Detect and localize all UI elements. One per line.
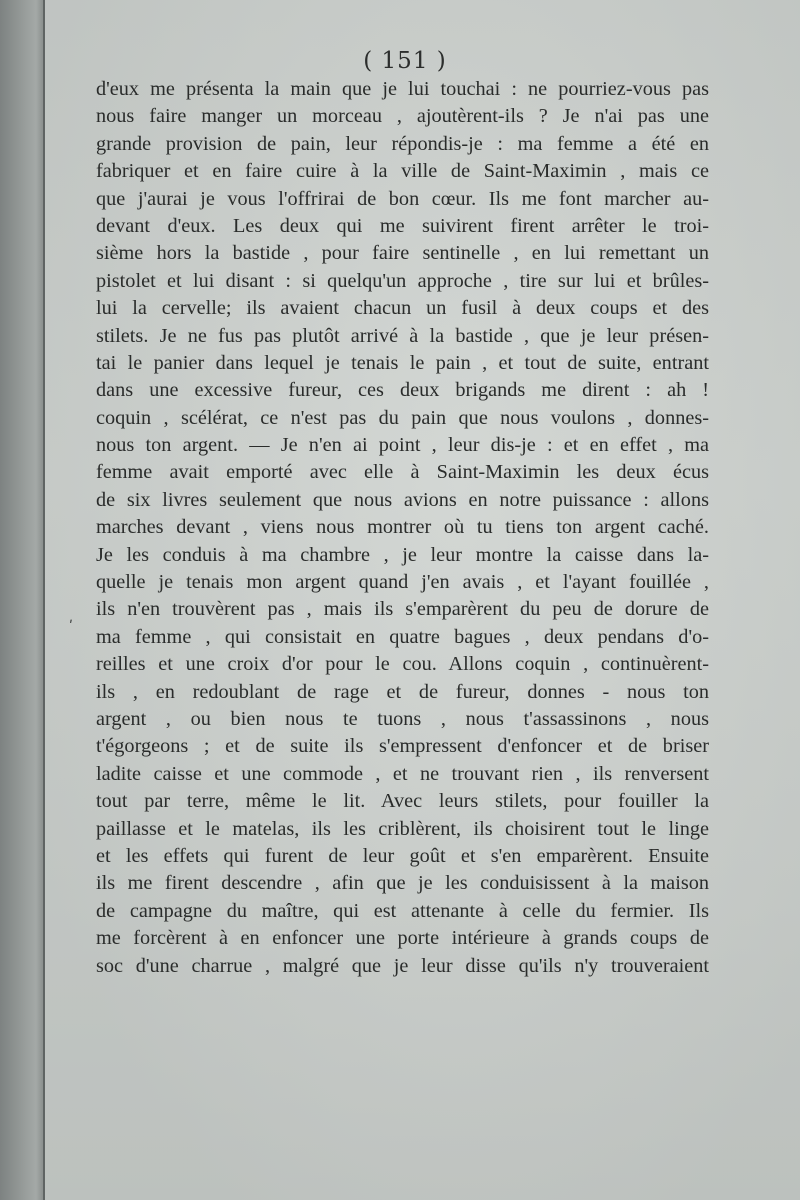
text-line-2: nous faire manger un morceau , ajoutèrent-ils ? Je n'ai pas une	[96, 105, 709, 128]
text-line-18: Je les conduis à ma chambre , je leur montre la caisse dans la-	[96, 543, 709, 566]
text-line-6: devant d'eux. Les deux qui me suivirent firent arrêter le troi-	[96, 214, 709, 237]
text-line-21: ma femme , qui consistait en quatre bagues , deux pendans d'o-	[96, 625, 709, 648]
text-line-33: soc d'une charrue , malgré que je leur disse qu'ils n'y trouveraient	[96, 954, 709, 977]
text-line-30: ils me firent descendre , afin que je les conduisissent à la maison	[96, 872, 709, 895]
text-line-10: stilets. Je ne fus pas plutôt arrivé à la bastide , que je leur présen-	[96, 324, 709, 347]
text-line-4: fabriquer et en faire cuire à la ville de Saint-Maximin , mais ce	[96, 160, 709, 183]
text-line-32: me forcèrent à en enfoncer une porte intérieure à grands coups de	[96, 927, 709, 950]
text-line-23: ils , en redoublant de rage et de fureur, donnes - nous ton	[96, 680, 709, 703]
text-line-1: d'eux me présenta la main que je lui touchai : ne pourriez-vous pas	[96, 78, 709, 100]
text-line-5: que j'aurai je vous l'offrirai de bon cœur. Ils me font marcher au-	[96, 187, 709, 210]
text-line-7: sième hors la bastide , pour faire sentinelle , en lui remettant un	[96, 242, 709, 265]
text-line-16: de six livres seulement que nous avions en notre puissance : allons	[96, 488, 709, 511]
text-line-22: reilles et une croix d'or pour le cou. Allons coquin , continuèrent-	[96, 653, 709, 676]
text-line-28: paillasse et le matelas, ils les criblèrent, ils choisirent tout le linge	[96, 817, 709, 840]
text-line-8: pistolet et lui disant : si quelqu'un approche , tire sur lui et brûles-	[96, 269, 709, 292]
text-line-25: t'égorgeons ; et de suite ils s'empressent d'enfoncer et de briser	[96, 735, 709, 758]
text-line-19: quelle je tenais mon argent quand j'en avais , et l'ayant fouillée ,	[96, 571, 709, 594]
text-line-12: dans une excessive fureur, ces deux brigands me dirent : ah !	[96, 379, 709, 402]
text-line-29: et les effets qui furent de leur goût et s'en emparèrent. Ensuite	[96, 844, 709, 867]
text-line-27: tout par terre, même le lit. Avec leurs stilets, pour fouiller la	[96, 790, 709, 813]
facing-page-edge	[0, 0, 44, 1200]
page-number: ( 151 )	[363, 48, 447, 74]
text-line-15: femme avait emporté avec elle à Saint-Maximin les deux écus	[96, 461, 709, 484]
text-line-17: marches devant , viens nous montrer où tu tiens ton argent caché.	[96, 516, 709, 539]
text-line-14: nous ton argent. — Je n'en ai point , leur dis-je : et en effet , ma	[96, 434, 709, 457]
text-line-31: de campagne du maître, qui est attenante à celle du fermier. Ils	[96, 899, 709, 922]
text-line-20: ils n'en trouvèrent pas , mais ils s'emparèrent du peu de dorure de	[96, 598, 709, 621]
text-line-11: tai le panier dans lequel je tenais le pain , et tout de suite, entrant	[96, 351, 709, 374]
text-line-3: grande provision de pain, leur répondis-je : ma femme a été en	[96, 132, 709, 155]
text-line-13: coquin , scélérat, ce n'est pas du pain que nous voulons , donnes-	[96, 406, 709, 429]
margin-mark: ʹ	[69, 619, 73, 635]
text-line-26: ladite caisse et une commode , et ne trouvant rien , ils renversent	[96, 762, 709, 785]
text-line-9: lui la cervelle; ils avaient chacun un fusil à deux coups et des	[96, 297, 709, 320]
page-text	[96, 76, 709, 980]
text-line-24: argent , ou bien nous te tuons , nous t'assassinons , nous	[96, 707, 709, 730]
